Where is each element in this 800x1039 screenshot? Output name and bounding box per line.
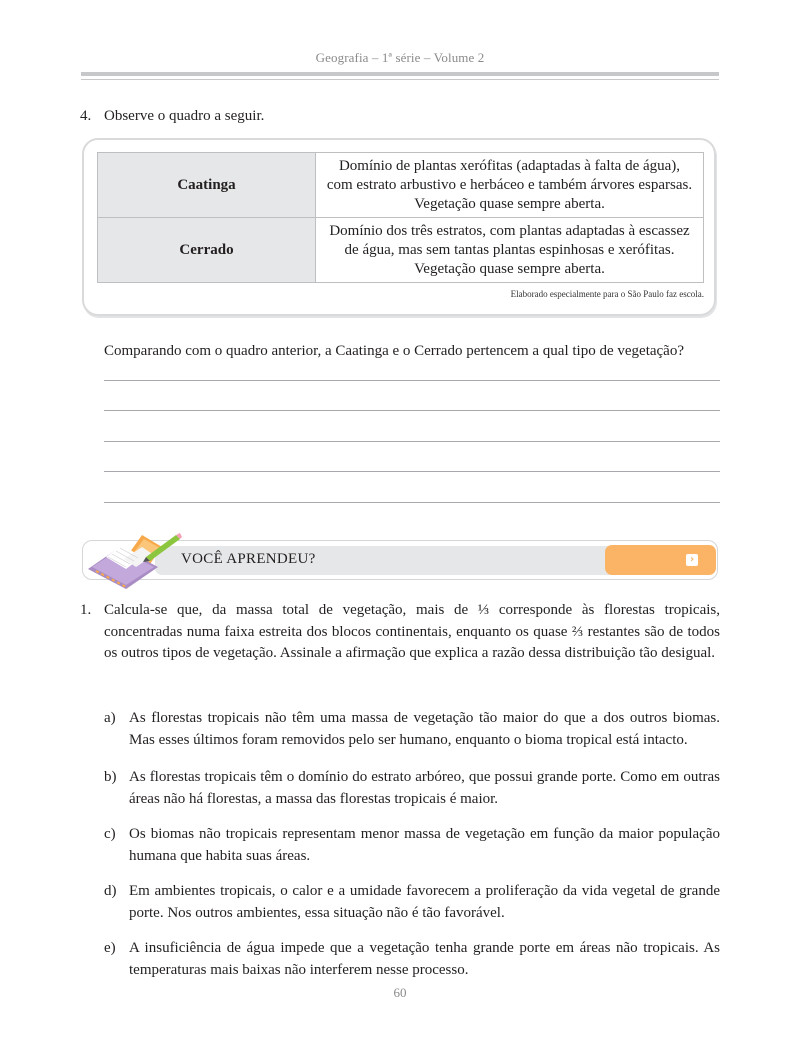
option-letter: a)	[104, 710, 116, 726]
option-text: As florestas tropicais têm o domínio do estrato arbóreo, que possui grande porte. Como em outras áreas não há florestas, a massa das florestas tropicais é maior.	[129, 769, 720, 807]
answer-option-a[interactable]	[104, 708, 720, 751]
answer-line[interactable]	[104, 380, 720, 381]
option-letter: b)	[104, 769, 117, 785]
answer-option-c[interactable]	[104, 824, 720, 867]
answer-line[interactable]	[104, 410, 720, 411]
chevron-right-icon: ›	[686, 554, 698, 566]
option-letter: c)	[104, 826, 116, 842]
answer-option-b[interactable]	[104, 767, 720, 810]
option-text: Em ambientes tropicais, o calor e a umidade favorecem a proliferação da vida vegetal de grande porte. Nos outros ambientes, essa situação não é tão favorável.	[129, 883, 720, 921]
table-description: Domínio dos três estratos, com plantas adaptadas à escassez de água, mas sem tantas plantas espinhosas e xerófitas. Vegetação quase sempre aberta.	[316, 218, 704, 283]
question-number: 4.	[80, 108, 92, 124]
answer-line[interactable]	[104, 441, 720, 442]
page-number: 60	[393, 985, 407, 1000]
question-number: 1.	[80, 602, 92, 618]
section-title: VOCÊ APRENDEU?	[181, 551, 316, 567]
table-term: Cerrado	[98, 218, 316, 283]
running-header: Geografia – 1ª série – Volume 2	[315, 50, 485, 65]
option-letter: e)	[104, 940, 116, 956]
table-row	[98, 218, 704, 283]
section-banner-accent	[605, 545, 716, 575]
option-text: A insuficiência de água impede que a vegetação tenha grande porte em áreas não tropicais. As temperaturas mais baixas não interferem nesse processo.	[129, 940, 720, 978]
question-4-prompt	[80, 108, 264, 125]
question-1	[80, 600, 720, 665]
table-term: Caatinga	[98, 153, 316, 218]
question-4-text: Comparando com o quadro anterior, a Caatinga e o Cerrado pertencem a qual tipo de vegetação?	[104, 343, 684, 359]
table-source: Elaborado especialmente para o São Paulo faz escola.	[510, 289, 704, 299]
vegetation-table	[97, 152, 704, 283]
question-1-text: Calcula-se que, da massa total de vegetação, mais de ⅓ corresponde às florestas tropicais, concentradas numa faixa estreita dos blocos continentais, enquanto os quase ⅔ restantes são de todos os outros tipos de vegetação. Assinale a afirmação que explica a razão dessa distribuição tão desigual.	[104, 602, 720, 661]
option-text: Os biomas não tropicais representam menor massa de vegetação em função da maior população humana que habita suas áreas.	[129, 826, 720, 864]
option-letter: d)	[104, 883, 117, 899]
question-prompt: Observe o quadro a seguir.	[104, 108, 265, 124]
notebook-pencil-icon	[84, 531, 184, 589]
option-text: As florestas tropicais não têm uma massa de vegetação tão maior do que a dos outros biomas. Mas esses últimos foram removidos pelo ser humano, enquanto o bioma tropical está intacto.	[129, 710, 720, 748]
answer-line[interactable]	[104, 502, 720, 503]
header-rule-thin	[81, 79, 719, 80]
answer-option-e[interactable]	[104, 938, 720, 981]
table-description: Domínio de plantas xerófitas (adaptadas à falta de água), com estrato arbustivo e herbáceo e também árvores esparsas. Vegetação quase sempre aberta.	[316, 153, 704, 218]
answer-option-d[interactable]	[104, 881, 720, 924]
table-row	[98, 153, 704, 218]
answer-line[interactable]	[104, 471, 720, 472]
header-rule	[81, 72, 719, 76]
